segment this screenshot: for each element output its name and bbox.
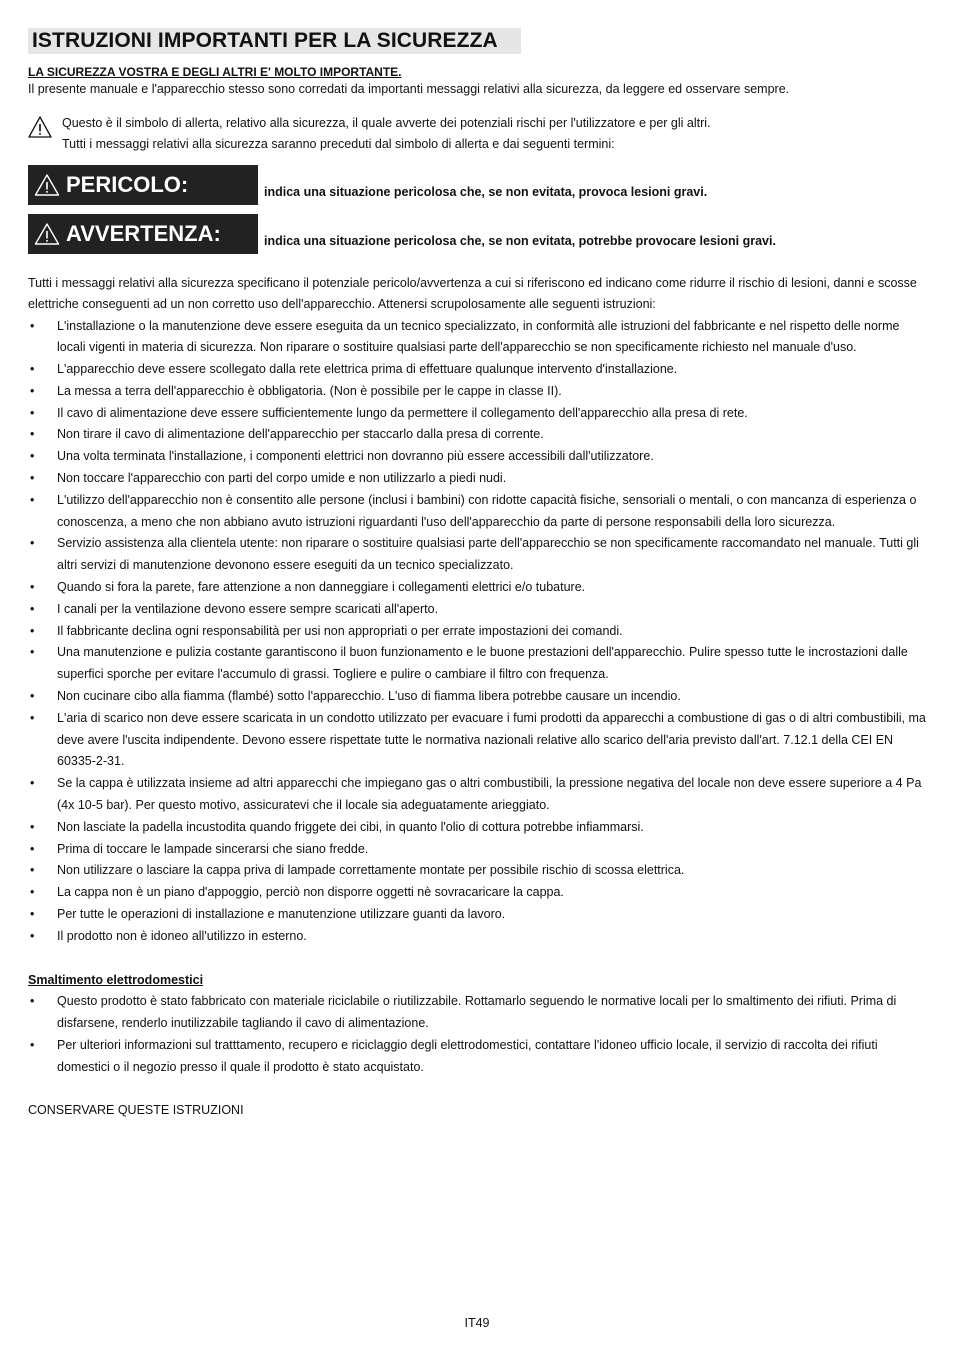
list-item — [28, 468, 926, 490]
bullet-mark: • — [30, 841, 35, 856]
list-item — [28, 403, 926, 425]
list-item — [28, 642, 926, 686]
bullet-mark: • — [30, 492, 35, 507]
list-item-text: L'utilizzo dell'apparecchio non è consentito alle persone (inclusi i bambini) con ridotte capacità fisiche, sensoriali o mentali, o con mancanza di esperienza o conoscenza, a meno che non abbiano avuto istruzioni riguardanti l'uso dell'apparecchio da parte di persone responsabili della loro sicurezza. — [57, 492, 917, 529]
list-item-text: Prima di toccare le lampade sincerarsi che siano fredde. — [57, 841, 369, 856]
bullet-mark: • — [30, 907, 35, 922]
list-item-text: Servizio assistenza alla clientela utente: non riparare o sostituire qualsiasi parte dell'apparecchio se non specificamente raccomandato nel manuale. Tutti gli altri servizi di manutenzione devonono essere eseguiti da un tecnico specializzato. — [57, 536, 919, 573]
warning-triangle-icon — [28, 115, 52, 139]
list-item — [28, 577, 926, 599]
bullet-mark: • — [30, 994, 35, 1009]
list-item-text: Non cucinare cibo alla fiamma (flambé) sotto l'apparecchio. L'uso di fiamma libera potrebbe causare un incendio. — [57, 689, 681, 704]
alert-description: Questo è il simbolo di allerta, relativo alla sicurezza, il quale avverte dei potenziali rischi per l'utilizzatore e per gli altri. — [62, 115, 711, 130]
list-item — [28, 1035, 926, 1079]
list-item — [28, 773, 926, 817]
list-item — [28, 904, 926, 926]
list-item — [28, 882, 926, 904]
list-item-text: Una volta terminata l'installazione, i componenti elettrici non dovranno più essere accessibili dall'utilizzatore. — [57, 449, 654, 464]
bullet-mark: • — [30, 623, 35, 638]
list-item — [28, 446, 926, 468]
safety-instructions-list — [28, 316, 926, 948]
bullet-mark: • — [30, 405, 35, 420]
list-item-text: Non lasciate la padella incustodita quando friggete dei cibi, in quanto l'olio di cottura potrebbe infiammarsi. — [57, 819, 644, 834]
list-item — [28, 860, 926, 882]
list-item — [28, 316, 926, 360]
bullet-mark: • — [30, 928, 35, 943]
list-item — [28, 621, 926, 643]
list-item-text: L'installazione o la manutenzione deve essere eseguita da un tecnico specializzato, in conformità alle istruzioni del fabbricante e nel rispetto delle norme locali vigenti in materia di sicurezza. Non riparare o sostituire qualsiasi parte dell'apparecchio se non specificamente richiesto nel manuale d'uso. — [57, 318, 900, 355]
danger-label-box — [28, 165, 258, 205]
list-item-text: La messa a terra dell'apparecchio è obbligatoria. (Non è possibile per le cappe in classe II). — [57, 383, 562, 398]
bullet-mark: • — [30, 689, 35, 704]
bullet-mark: • — [30, 776, 35, 791]
warning-label: AVVERTENZA: — [66, 220, 221, 246]
bullet-mark: • — [30, 471, 35, 486]
list-item — [28, 381, 926, 403]
list-item-text: L'aria di scarico non deve essere scaricata in un condotto utilizzato per evacuare i fumi prodotti da apparecchi a combustione di gas o di altri combustibili, ma deve avere l'uscita indipendente. Devono essere rispettate tutte le normativa nazionali relative allo scarico dell'aria previsto dall'art. 7.12.1 della CEI EN 60335-2-31. — [57, 710, 926, 769]
document-page — [28, 28, 926, 1121]
bullet-mark: • — [30, 601, 35, 616]
warning-description: indica una situazione pericolosa che, se non evitata, potrebbe provocare lesioni gravi. — [264, 233, 776, 248]
list-item — [28, 533, 926, 577]
list-item — [28, 359, 926, 381]
danger-description: indica una situazione pericolosa che, se non evitata, provoca lesioni gravi. — [264, 184, 708, 199]
bullet-mark: • — [30, 645, 35, 660]
general-safety-text: Tutti i messaggi relativi alla sicurezza specificano il potenziale pericolo/avvertenza a cui si riferiscono ed indicano come ridurre il rischio di lesioni, danni e scosse elettriche conseguenti ad un non corretto uso dell'apparecchio. Attenersi scrupolosamente alle seguenti istruzioni: — [28, 275, 917, 311]
list-item-text: Per ulteriori informazioni sul tratttamento, recupero e riciclaggio degli elettrodomestici, contattare l'idoneo ufficio locale, il servizio di raccolta dei rifiuti domestici o il negozio presso il quale il prodotto è stato acquistato. — [57, 1038, 878, 1074]
list-item — [28, 926, 926, 948]
warning-triangle-icon — [34, 222, 60, 246]
bullet-mark: • — [30, 449, 35, 464]
bullet-mark: • — [30, 427, 35, 442]
list-item — [28, 708, 926, 773]
list-item-text: L'apparecchio deve essere scollegato dalla rete elettrica prima di effettuare qualunque intervento d'installazione. — [57, 362, 678, 377]
list-item-text: Il fabbricante declina ogni responsabilità per usi non appropriati o per errate impostazioni dei comandi. — [57, 623, 623, 638]
list-item-text: Non utilizzare o lasciare la cappa priva di lampade correttamente montate per possibile rischio di scossa elettrica. — [57, 863, 685, 878]
warning-label-box — [28, 214, 258, 254]
list-item — [28, 686, 926, 708]
list-item-text: Non tirare il cavo di alimentazione dell'apparecchio per staccarlo dalla presa di corrente. — [57, 427, 544, 442]
list-item — [28, 839, 926, 861]
page-number: IT49 — [464, 1316, 490, 1330]
bullet-mark: • — [30, 885, 35, 900]
list-item-text: La cappa non è un piano d'appoggio, perciò non disporre oggetti nè sovracaricare la cappa. — [57, 885, 564, 900]
list-item-text: Non toccare l'apparecchio con parti del corpo umide e non utilizzarlo a piedi nudi. — [57, 471, 507, 486]
list-item-text: Il prodotto non è idoneo all'utilizzo in esterno. — [57, 928, 307, 943]
page-title: ISTRUZIONI IMPORTANTI PER LA SICUREZZA — [28, 28, 521, 54]
danger-label: PERICOLO: — [66, 171, 189, 197]
list-item-text: Quando si fora la parete, fare attenzione a non danneggiare i collegamenti elettrici e/o tubature. — [57, 580, 586, 595]
list-item — [28, 817, 926, 839]
bullet-mark: • — [30, 318, 35, 333]
list-item-text: Per tutte le operazioni di installazione e manutenzione utilizzare guanti da lavoro. — [57, 907, 506, 922]
list-item-text: I canali per la ventilazione devono essere sempre scaricati all'aperto. — [57, 601, 439, 616]
warning-triangle-icon — [34, 173, 60, 197]
list-item — [28, 490, 926, 534]
list-item — [28, 424, 926, 446]
signal-word-danger — [28, 165, 926, 205]
bullet-mark: • — [30, 819, 35, 834]
list-item-text: Questo prodotto è stato fabbricato con materiale riciclabile o riutilizzabile. Rottamarlo seguendo le normative locali per lo smaltimento dei rifiuti. Prima di disfarsene, renderlo inutilizzabile tagliando il cavo di alimentazione. — [57, 994, 897, 1031]
list-item — [28, 599, 926, 621]
list-item-text: Il cavo di alimentazione deve essere sufficientemente lungo da permettere il collegamento dell'apparecchio alla presa di rete. — [57, 405, 748, 420]
signal-word-warning — [28, 214, 926, 254]
disposal-instructions-list — [28, 991, 926, 1078]
bullet-mark: • — [30, 1038, 35, 1052]
bullet-mark: • — [30, 580, 35, 595]
alert-terms-intro: Tutti i messaggi relativi alla sicurezza saranno preceduti dal simbolo di allerta e dai seguenti termini: — [62, 137, 615, 151]
bullet-mark: • — [30, 536, 35, 551]
intro-text: Il presente manuale e l'apparecchio stesso sono corredati da importanti messaggi relativi alla sicurezza, da leggere ed osservare sempre. — [28, 82, 790, 96]
bullet-mark: • — [30, 710, 35, 725]
closing-note: CONSERVARE QUESTE ISTRUZIONI — [28, 1102, 244, 1117]
list-item — [28, 991, 926, 1035]
list-item-text: Se la cappa è utilizzata insieme ad altri apparecchi che impiegano gas o altri combustibili, la pressione negativa del locale non deve essere superiore a 4 Pa (4x 10-5 bar). Per questo motivo, assicuratevi che il locale sia adeguatamente arieggiato. — [57, 776, 922, 813]
alert-symbol-block — [28, 113, 926, 156]
list-item-text: Una manutenzione e pulizia costante garantiscono il buon funzionamento e le buone prestazioni dell'apparecchio. Pulire spesso tutte le incrostazioni dalle superfici sporche per evitare l'accumulo di grassi. Togliere e pulire o cambiare il filtro con frequenza. — [57, 645, 908, 682]
bullet-mark: • — [30, 383, 35, 398]
disposal-title: Smaltimento elettrodomestici — [28, 972, 204, 987]
safety-subtitle: LA SICUREZZA VOSTRA E DEGLI ALTRI E' MOLTO IMPORTANTE. — [28, 65, 402, 79]
bullet-mark: • — [30, 863, 35, 878]
bullet-mark: • — [30, 362, 35, 377]
